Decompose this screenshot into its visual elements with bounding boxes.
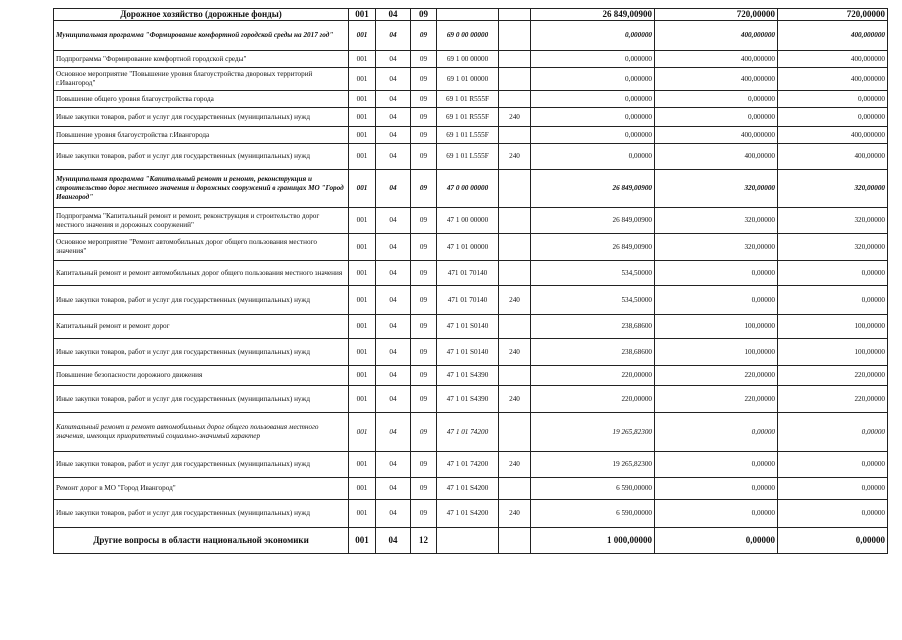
- row-vr: [499, 234, 531, 261]
- row-amount-2: 400,00000: [655, 144, 778, 170]
- row-name: Дорожное хозяйство (дорожные фонды): [54, 9, 349, 21]
- table-row: [54, 452, 888, 478]
- row-amount-2: 220,00000: [655, 366, 778, 386]
- table-row: [54, 127, 888, 144]
- row-amount-2: 0,000000: [655, 91, 778, 108]
- row-vr: 240: [499, 500, 531, 528]
- row-name: Капитальный ремонт и ремонт автомобильных дорог общего пользования местного значения, имеющих приоритетный социально-значимый характер: [54, 413, 349, 452]
- row-name: Подпрограмма "Формирование комфортной городской среды": [54, 51, 349, 68]
- row-vr: [499, 127, 531, 144]
- row-csr: 47 1 01 S0140: [437, 339, 499, 366]
- row-name: Повышение уровня благоустройства г.Ивангорода: [54, 127, 349, 144]
- row-csr: 69 1 01 R555F: [437, 91, 499, 108]
- row-csr: 47 1 01 S4390: [437, 366, 499, 386]
- row-razdel: 04: [376, 21, 411, 51]
- row-vr: [499, 68, 531, 91]
- table-row: [54, 21, 888, 51]
- row-ved: 001: [349, 51, 376, 68]
- row-name: Иные закупки товаров, работ и услуг для государственных (муниципальных) нужд: [54, 286, 349, 315]
- row-name: Муниципальная программа "Формирование комфортной городской среды на 2017 год": [54, 21, 349, 51]
- row-vr: [499, 91, 531, 108]
- row-csr: 47 1 01 S4200: [437, 478, 499, 500]
- row-amount-3: 400,000000: [778, 51, 888, 68]
- row-amount-3: 0,000000: [778, 108, 888, 127]
- row-razdel: 04: [376, 208, 411, 234]
- row-amount-1: 534,50000: [531, 286, 655, 315]
- row-amount-1: 1 000,00000: [531, 528, 655, 554]
- row-name: Капитальный ремонт и ремонт автомобильных дорог общего пользования местного значения: [54, 261, 349, 286]
- row-csr: 471 01 70140: [437, 286, 499, 315]
- row-razdel: 04: [376, 528, 411, 554]
- row-name: Повышение безопасности дорожного движения: [54, 366, 349, 386]
- row-name: Подпрограмма "Капитальный ремонт и ремонт, реконструкция и строительство дорог местного значения и дорожных сооружений": [54, 208, 349, 234]
- row-amount-1: 26 849,00900: [531, 208, 655, 234]
- row-razdel: 04: [376, 234, 411, 261]
- row-amount-3: 400,000000: [778, 68, 888, 91]
- row-podrazdel: 09: [411, 339, 437, 366]
- row-amount-2: 0,00000: [655, 286, 778, 315]
- row-amount-1: 0,000000: [531, 91, 655, 108]
- row-amount-1: 19 265,82300: [531, 452, 655, 478]
- row-amount-3: 0,00000: [778, 413, 888, 452]
- row-name: Капитальный ремонт и ремонт дорог: [54, 315, 349, 339]
- row-vr: [499, 315, 531, 339]
- row-vr: [499, 51, 531, 68]
- row-amount-2: 400,000000: [655, 21, 778, 51]
- row-csr: 69 1 01 L555F: [437, 144, 499, 170]
- row-podrazdel: 09: [411, 21, 437, 51]
- row-vr: 240: [499, 286, 531, 315]
- row-razdel: 04: [376, 478, 411, 500]
- table-row: [54, 51, 888, 68]
- row-razdel: 04: [376, 366, 411, 386]
- row-amount-3: 400,000000: [778, 21, 888, 51]
- row-podrazdel: 09: [411, 286, 437, 315]
- row-amount-3: 720,00000: [778, 9, 888, 21]
- table-row: [54, 528, 888, 554]
- row-vr: 240: [499, 386, 531, 413]
- row-amount-2: 0,00000: [655, 500, 778, 528]
- row-amount-2: 320,00000: [655, 234, 778, 261]
- row-podrazdel: 09: [411, 452, 437, 478]
- table-row: [54, 386, 888, 413]
- row-name: Повышение общего уровня благоустройства города: [54, 91, 349, 108]
- row-amount-3: 0,00000: [778, 500, 888, 528]
- row-name: Основное мероприятие "Ремонт автомобильных дорог общего пользования местного значения": [54, 234, 349, 261]
- row-amount-1: 6 590,00000: [531, 500, 655, 528]
- row-amount-2: 0,000000: [655, 108, 778, 127]
- row-amount-1: 0,00000: [531, 144, 655, 170]
- table-row: [54, 144, 888, 170]
- row-ved: 001: [349, 286, 376, 315]
- row-ved: 001: [349, 9, 376, 21]
- row-vr: [499, 366, 531, 386]
- row-podrazdel: 09: [411, 315, 437, 339]
- row-amount-3: 400,00000: [778, 144, 888, 170]
- row-amount-2: 220,00000: [655, 386, 778, 413]
- row-podrazdel: 09: [411, 413, 437, 452]
- row-csr: 47 1 01 74200: [437, 452, 499, 478]
- row-amount-1: 26 849,00900: [531, 234, 655, 261]
- row-vr: 240: [499, 339, 531, 366]
- row-razdel: 04: [376, 68, 411, 91]
- row-name: Муниципальная программа "Капитальный ремонт и ремонт, реконструкция и строительство дорог местного значения и дорожных сооружений в границах МО "Город Ивангород": [54, 170, 349, 208]
- row-vr: [499, 9, 531, 21]
- table-row: [54, 478, 888, 500]
- row-amount-3: 320,00000: [778, 208, 888, 234]
- row-amount-3: 220,00000: [778, 366, 888, 386]
- row-csr: 69 1 01 R555F: [437, 108, 499, 127]
- row-razdel: 04: [376, 452, 411, 478]
- row-amount-1: 220,00000: [531, 386, 655, 413]
- row-csr: [437, 528, 499, 554]
- table-row: [54, 91, 888, 108]
- row-amount-2: 400,000000: [655, 51, 778, 68]
- row-amount-1: 238,68600: [531, 315, 655, 339]
- row-razdel: 04: [376, 127, 411, 144]
- row-podrazdel: 09: [411, 500, 437, 528]
- row-csr: 69 1 00 00000: [437, 51, 499, 68]
- row-amount-1: 220,00000: [531, 366, 655, 386]
- row-amount-3: 0,00000: [778, 452, 888, 478]
- table-row: [54, 366, 888, 386]
- row-amount-1: 0,000000: [531, 108, 655, 127]
- row-ved: 001: [349, 21, 376, 51]
- row-ved: 001: [349, 68, 376, 91]
- table-row: [54, 261, 888, 286]
- row-vr: [499, 413, 531, 452]
- row-podrazdel: 09: [411, 208, 437, 234]
- budget-table: [53, 8, 888, 554]
- row-amount-1: 0,000000: [531, 127, 655, 144]
- row-ved: 001: [349, 452, 376, 478]
- row-amount-2: 100,00000: [655, 339, 778, 366]
- row-amount-2: 0,00000: [655, 452, 778, 478]
- row-csr: 47 0 00 00000: [437, 170, 499, 208]
- row-ved: 001: [349, 261, 376, 286]
- row-podrazdel: 09: [411, 68, 437, 91]
- row-ved: 001: [349, 91, 376, 108]
- row-amount-1: 26 849,00900: [531, 170, 655, 208]
- row-name: Иные закупки товаров, работ и услуг для государственных (муниципальных) нужд: [54, 386, 349, 413]
- row-razdel: 04: [376, 144, 411, 170]
- row-razdel: 04: [376, 500, 411, 528]
- row-name: Иные закупки товаров, работ и услуг для государственных (муниципальных) нужд: [54, 144, 349, 170]
- row-vr: [499, 528, 531, 554]
- row-razdel: 04: [376, 413, 411, 452]
- row-razdel: 04: [376, 51, 411, 68]
- row-amount-3: 0,000000: [778, 91, 888, 108]
- row-podrazdel: 09: [411, 366, 437, 386]
- row-name: Иные закупки товаров, работ и услуг для государственных (муниципальных) нужд: [54, 452, 349, 478]
- row-csr: 47 1 00 00000: [437, 208, 499, 234]
- row-amount-3: 0,00000: [778, 261, 888, 286]
- row-ved: 001: [349, 500, 376, 528]
- table-row: [54, 413, 888, 452]
- row-razdel: 04: [376, 170, 411, 208]
- row-csr: 69 0 00 00000: [437, 21, 499, 51]
- table-row: [54, 9, 888, 21]
- row-csr: 471 01 70140: [437, 261, 499, 286]
- row-csr: 47 1 01 74200: [437, 413, 499, 452]
- row-amount-3: 0,00000: [778, 286, 888, 315]
- row-amount-1: 26 849,00900: [531, 9, 655, 21]
- row-amount-2: 0,00000: [655, 478, 778, 500]
- row-razdel: 04: [376, 339, 411, 366]
- row-amount-2: 0,00000: [655, 261, 778, 286]
- row-podrazdel: 09: [411, 91, 437, 108]
- table-row: [54, 68, 888, 91]
- row-vr: 240: [499, 144, 531, 170]
- row-amount-3: 400,000000: [778, 127, 888, 144]
- row-ved: 001: [349, 208, 376, 234]
- row-ved: 001: [349, 366, 376, 386]
- table-row: [54, 500, 888, 528]
- row-ved: 001: [349, 108, 376, 127]
- row-razdel: 04: [376, 386, 411, 413]
- row-csr: 47 1 01 00000: [437, 234, 499, 261]
- row-podrazdel: 09: [411, 51, 437, 68]
- row-name: Иные закупки товаров, работ и услуг для государственных (муниципальных) нужд: [54, 339, 349, 366]
- row-name: Иные закупки товаров, работ и услуг для государственных (муниципальных) нужд: [54, 500, 349, 528]
- row-amount-3: 0,00000: [778, 478, 888, 500]
- table-row: [54, 208, 888, 234]
- row-ved: 001: [349, 386, 376, 413]
- row-amount-2: 400,000000: [655, 68, 778, 91]
- row-amount-3: 220,00000: [778, 386, 888, 413]
- row-vr: [499, 261, 531, 286]
- table-row: [54, 315, 888, 339]
- row-vr: [499, 21, 531, 51]
- row-name: Основное мероприятие "Повышение уровня благоустройства дворовых территорий г.Ивангород": [54, 68, 349, 91]
- row-podrazdel: 09: [411, 144, 437, 170]
- row-podrazdel: 09: [411, 170, 437, 208]
- row-vr: 240: [499, 108, 531, 127]
- row-amount-2: 0,00000: [655, 413, 778, 452]
- row-csr: [437, 9, 499, 21]
- row-razdel: 04: [376, 108, 411, 127]
- row-amount-2: 320,00000: [655, 170, 778, 208]
- table-row: [54, 234, 888, 261]
- row-amount-1: 0,000000: [531, 21, 655, 51]
- row-csr: 69 1 01 L555F: [437, 127, 499, 144]
- table-row: [54, 286, 888, 315]
- row-csr: 69 1 01 00000: [437, 68, 499, 91]
- row-amount-2: 320,00000: [655, 208, 778, 234]
- row-amount-2: 400,000000: [655, 127, 778, 144]
- row-csr: 47 1 01 S4390: [437, 386, 499, 413]
- row-ved: 001: [349, 127, 376, 144]
- row-podrazdel: 09: [411, 261, 437, 286]
- row-amount-1: 0,000000: [531, 51, 655, 68]
- row-amount-3: 100,00000: [778, 339, 888, 366]
- table-row: [54, 339, 888, 366]
- row-amount-3: 320,00000: [778, 234, 888, 261]
- row-vr: 240: [499, 452, 531, 478]
- row-amount-2: 100,00000: [655, 315, 778, 339]
- row-vr: [499, 170, 531, 208]
- row-ved: 001: [349, 413, 376, 452]
- row-amount-1: 19 265,82300: [531, 413, 655, 452]
- row-podrazdel: 12: [411, 528, 437, 554]
- row-podrazdel: 09: [411, 108, 437, 127]
- row-razdel: 04: [376, 261, 411, 286]
- row-csr: 47 1 01 S0140: [437, 315, 499, 339]
- row-amount-1: 534,50000: [531, 261, 655, 286]
- row-ved: 001: [349, 170, 376, 208]
- row-razdel: 04: [376, 315, 411, 339]
- row-ved: 001: [349, 339, 376, 366]
- row-podrazdel: 09: [411, 9, 437, 21]
- row-name: Другие вопросы в области национальной экономики: [54, 528, 349, 554]
- row-ved: 001: [349, 315, 376, 339]
- row-name: Ремонт дорог в МО "Город Ивангород": [54, 478, 349, 500]
- row-razdel: 04: [376, 286, 411, 315]
- row-vr: [499, 208, 531, 234]
- row-razdel: 04: [376, 91, 411, 108]
- row-amount-1: 238,68600: [531, 339, 655, 366]
- table-row: [54, 170, 888, 208]
- table-row: [54, 108, 888, 127]
- row-amount-1: 6 590,00000: [531, 478, 655, 500]
- row-podrazdel: 09: [411, 478, 437, 500]
- row-amount-3: 0,00000: [778, 528, 888, 554]
- row-ved: 001: [349, 528, 376, 554]
- row-ved: 001: [349, 478, 376, 500]
- row-amount-1: 0,000000: [531, 68, 655, 91]
- row-podrazdel: 09: [411, 234, 437, 261]
- row-amount-2: 720,00000: [655, 9, 778, 21]
- row-podrazdel: 09: [411, 127, 437, 144]
- row-amount-3: 100,00000: [778, 315, 888, 339]
- row-name: Иные закупки товаров, работ и услуг для государственных (муниципальных) нужд: [54, 108, 349, 127]
- row-amount-2: 0,00000: [655, 528, 778, 554]
- row-podrazdel: 09: [411, 386, 437, 413]
- row-razdel: 04: [376, 9, 411, 21]
- row-ved: 001: [349, 144, 376, 170]
- row-csr: 47 1 01 S4200: [437, 500, 499, 528]
- row-ved: 001: [349, 234, 376, 261]
- row-vr: [499, 478, 531, 500]
- row-amount-3: 320,00000: [778, 170, 888, 208]
- table-body: [54, 9, 888, 554]
